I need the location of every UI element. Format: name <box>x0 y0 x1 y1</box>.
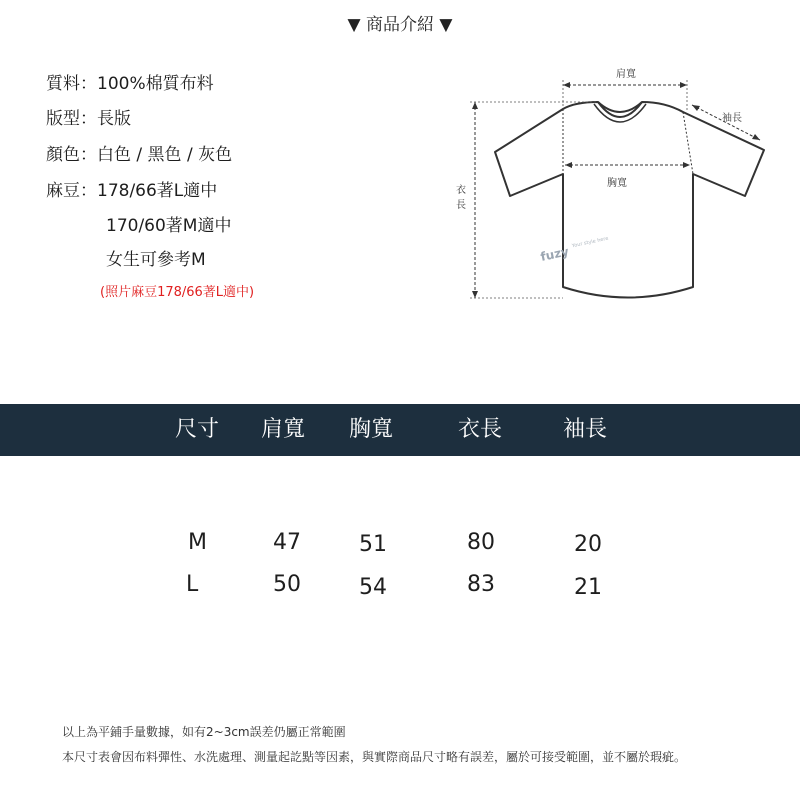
length-arrow-top-head <box>472 102 478 109</box>
sleeve-arrow-bottom-head <box>752 134 760 140</box>
tshirt-outline <box>495 102 764 298</box>
row-m-chest: 51 <box>359 532 387 557</box>
size-table-header-bar <box>0 404 800 456</box>
spec-model <box>46 176 217 201</box>
row-l-sleeve: 21 <box>574 575 602 600</box>
row-l-length: 83 <box>467 572 495 597</box>
row-l-shoulder: 50 <box>273 572 301 597</box>
spec-color-key: 顏色： <box>46 145 97 165</box>
header-chest: 胸寬 <box>349 417 394 442</box>
brand-logo: fuzy <box>539 244 571 264</box>
row-m-sleeve: 20 <box>574 532 602 557</box>
header-shoulder: 肩寬 <box>261 417 306 442</box>
brand-tagline: Your style here <box>571 235 610 250</box>
section-title: ▼ 商品介紹 ▼ <box>347 15 453 35</box>
spec-fit-key: 版型： <box>46 109 97 129</box>
shoulder-label: 肩寬 <box>616 69 636 80</box>
chest-arrow-right-head <box>683 162 690 168</box>
header-size: 尺寸 <box>175 417 220 442</box>
spec-model-value: 178/66著L適中 <box>97 181 218 201</box>
spec-model-key: 麻豆： <box>46 181 97 201</box>
row-l-chest: 54 <box>359 575 387 600</box>
row-l-size: L <box>186 572 199 597</box>
length-label-bottom: 長 <box>456 200 466 211</box>
shoulder-arrow-right-head <box>680 82 687 88</box>
spec-fit-value: 長版 <box>97 109 131 129</box>
spec-fit <box>46 104 131 129</box>
length-arrow-bottom-head <box>472 291 478 298</box>
footnote-measurement: 以上為平鋪手量數據，如有2~3cm誤差仍屬正常範圍 <box>62 725 346 739</box>
shoulder-arrow-left-head <box>563 82 570 88</box>
header-sleeve: 袖長 <box>563 417 608 442</box>
tshirt-measurement-diagram <box>455 62 775 312</box>
row-m-size: M <box>188 530 207 555</box>
row-m-shoulder: 47 <box>273 530 301 555</box>
photo-note: (照片麻豆178/66著L適中) <box>100 285 255 300</box>
footnote-tolerance: 本尺寸表會因布料彈性、水洗處理、測量起訖點等因素，與實際商品尺寸略有誤差，屬於可接受範圍，並不屬於瑕疵。 <box>62 750 687 764</box>
spec-color <box>46 140 232 165</box>
length-label-top: 衣 <box>456 185 466 196</box>
spec-model-extra-1: 170/60著M適中 <box>106 216 232 236</box>
sleeve-label: 袖長 <box>722 113 742 124</box>
row-m-length: 80 <box>467 530 495 555</box>
spec-material <box>46 69 214 94</box>
chest-arrow-left-head <box>565 162 572 168</box>
chest-label: 胸寬 <box>607 178 627 189</box>
spec-material-key: 質料： <box>46 74 97 94</box>
spec-material-value: 100%棉質布料 <box>97 74 214 94</box>
spec-model-extra-2: 女生可參考M <box>106 250 206 270</box>
header-length: 衣長 <box>458 417 503 442</box>
sleeve-arrow-top-head <box>692 105 700 111</box>
spec-color-value: 白色 / 黑色 / 灰色 <box>97 145 233 165</box>
